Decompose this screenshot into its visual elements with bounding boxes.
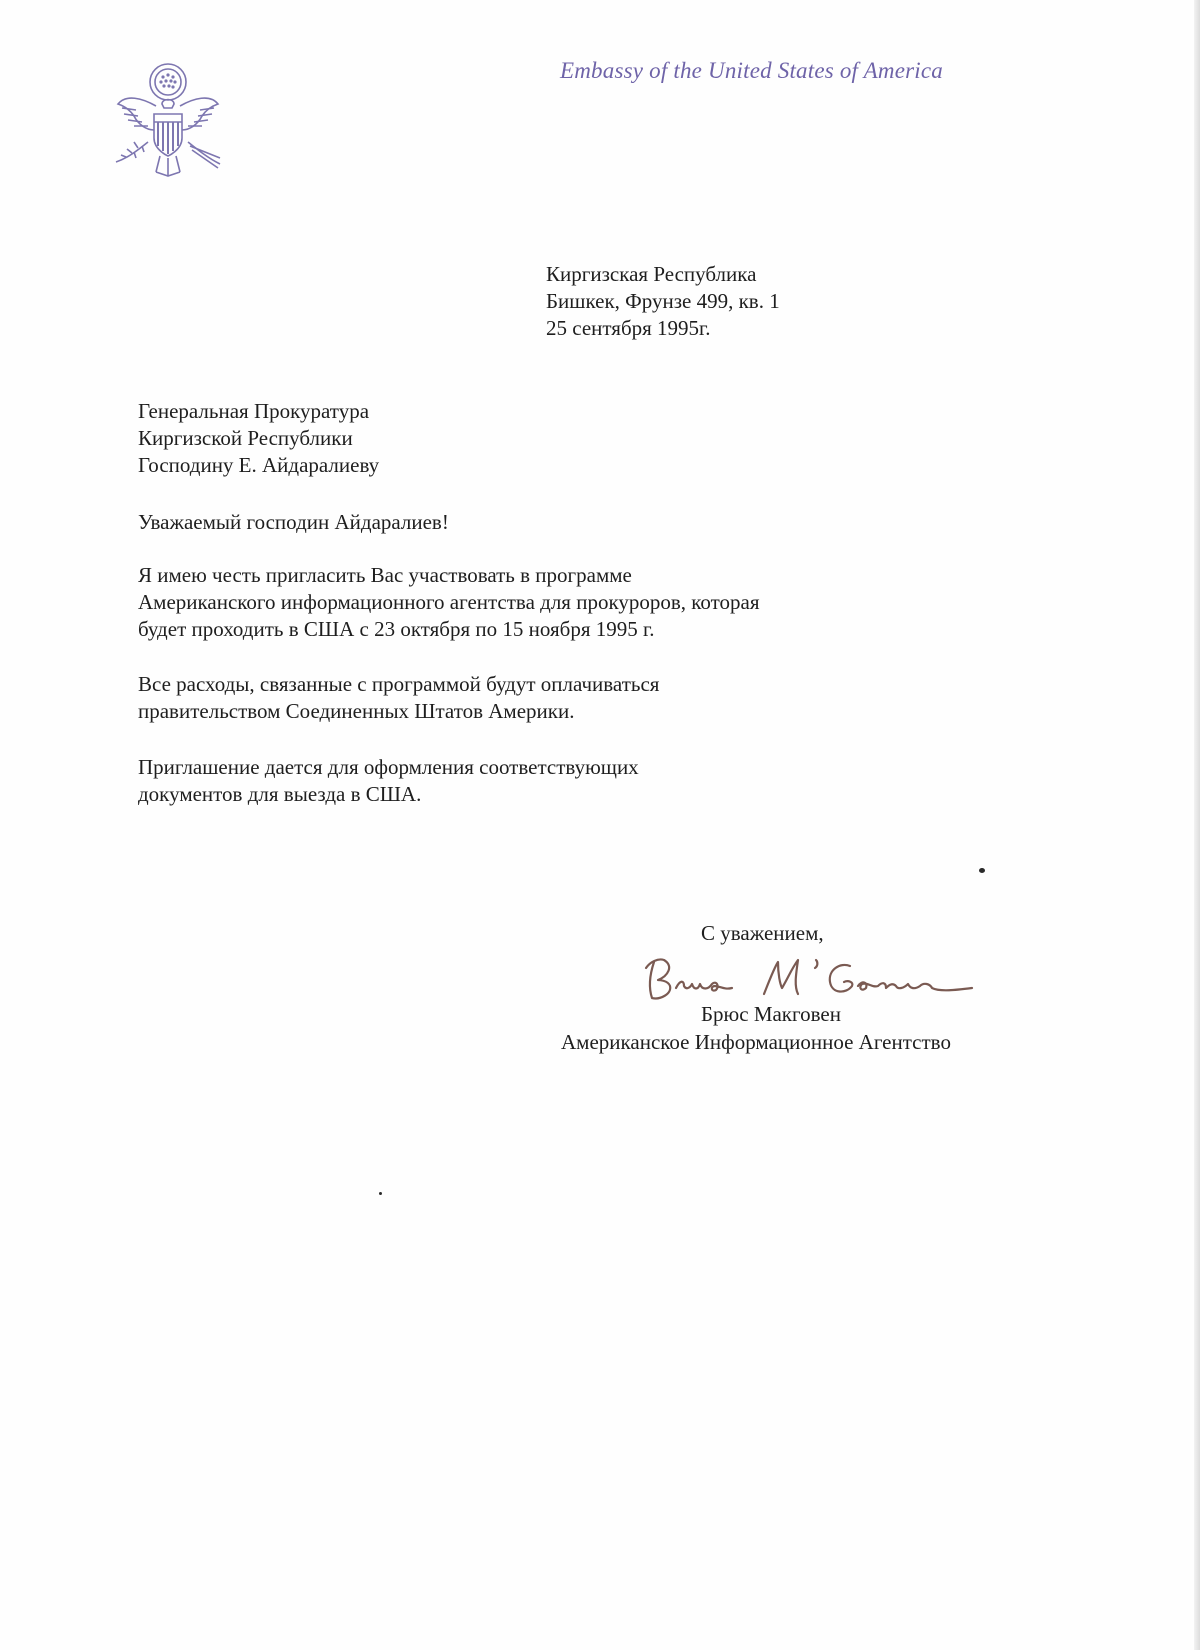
sender-address bbox=[546, 261, 780, 342]
paragraph-line: Приглашение дается для оформления соответствующих bbox=[138, 755, 639, 779]
great-seal-eagle-icon bbox=[108, 58, 228, 184]
recipient-block bbox=[138, 398, 379, 479]
paragraph-line: правительством Соединенных Штатов Америки. bbox=[138, 699, 575, 723]
recipient-line: Господину Е. Айдаралиеву bbox=[138, 453, 380, 477]
recipient-line: Генеральная Прокуратура bbox=[138, 399, 370, 423]
paragraph-line: Американского информационного агентства для прокуроров, которая bbox=[138, 590, 760, 614]
salutation: Уважаемый господин Айдаралиев! bbox=[138, 510, 449, 534]
body-paragraph-1 bbox=[138, 562, 760, 643]
signer-organization: Американское Информационное Агентство bbox=[561, 1030, 951, 1054]
address-line: Киргизская Республика bbox=[546, 262, 757, 286]
signer-name: Брюс Макговен bbox=[701, 1002, 841, 1026]
body-paragraph-2 bbox=[138, 671, 659, 725]
ink-speck bbox=[379, 1192, 382, 1195]
letter-date: 25 сентября 1995г. bbox=[546, 316, 711, 340]
ink-speck bbox=[979, 868, 985, 873]
paragraph-line: Я имею честь пригласить Вас участвовать в программе bbox=[138, 563, 632, 587]
address-line: Бишкек, Фрунзе 499, кв. 1 bbox=[546, 289, 780, 313]
page-edge-shadow bbox=[1194, 0, 1200, 1650]
letterhead-title: Embassy of the United States of America bbox=[560, 58, 943, 83]
paragraph-line: будет проходить в США с 23 октября по 15 ноября 1995 г. bbox=[138, 617, 655, 641]
paragraph-line: документов для выезда в США. bbox=[138, 782, 422, 806]
closing: С уважением, bbox=[701, 921, 824, 945]
recipient-line: Киргизской Республики bbox=[138, 426, 353, 450]
paragraph-line: Все расходы, связанные с программой будут оплачиваться bbox=[138, 672, 660, 696]
body-paragraph-3 bbox=[138, 754, 639, 808]
